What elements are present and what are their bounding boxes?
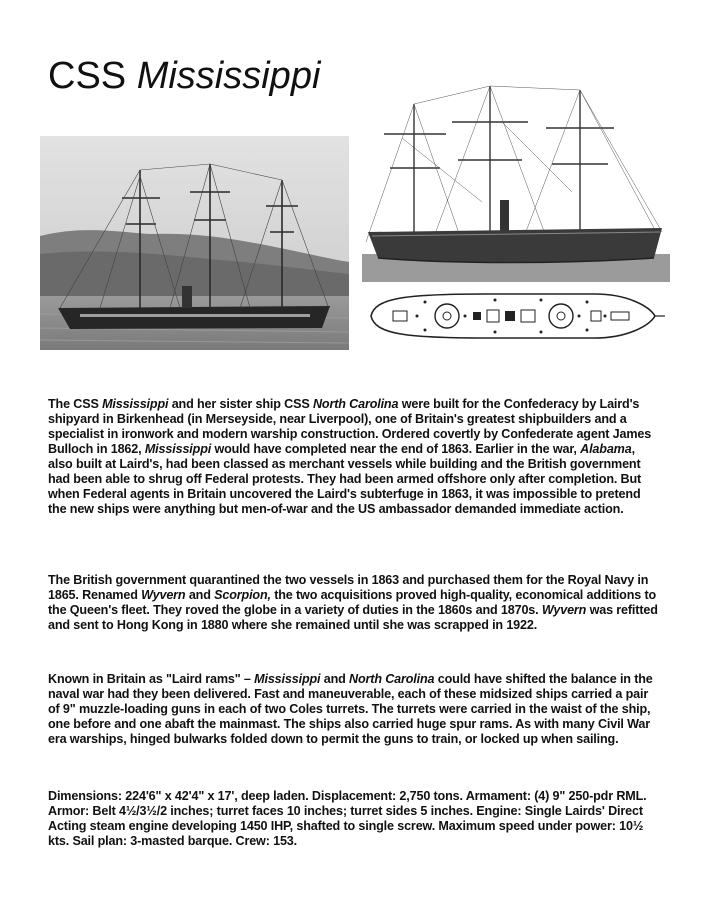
- text-run: Known in Britain as "Laird rams" –: [48, 672, 255, 686]
- text-run: The CSS: [48, 397, 103, 411]
- text-run: The British government quarantined the two vessels in 1863 and purchased them for the Royal Navy in 1865. Renamed: [48, 573, 649, 602]
- italic-text-run: Alabama: [580, 442, 632, 456]
- page-title: [48, 55, 320, 98]
- ship-photograph: [40, 136, 349, 350]
- title-prefix: CSS: [48, 55, 137, 98]
- text-run: Dimensions: 224'6" x 42'4" x 17', deep laden. Displacement: 2,750 tons. Armament: (4) 9" 250-pdr RML. Armor: Belt 4½/3½/2 inches; turret faces 10 inches; turret sides 5 inches. Engine: Single Lairds' Direct Acting steam engine developing 1450 IHP, shafted to single screw. Maximum speed under power: 10½ kts. Sail plan: 3-masted barque. Crew: 153.: [48, 789, 647, 848]
- text-run: were built for the Confederacy by Laird's shipyard in Birkenhead (in Merseyside, near Liverpool), one of Britain's greatest shipbuilders and a specialist in ironwork and modern warship construction. Ordered covertly by Confederate agent James Bulloch in 1862,: [48, 397, 652, 456]
- paragraph-royal-navy-service: [48, 573, 658, 633]
- text-run: was refitted and sent to Hong Kong in 1880 where she remained until she was scrapped in 1922.: [48, 603, 658, 632]
- italic-text-run: Mississippi: [102, 397, 169, 411]
- italic-text-run: North Carolina: [312, 397, 399, 411]
- italic-text-run: Wyvern: [141, 588, 186, 602]
- ship-deck-plan: [365, 290, 665, 342]
- text-run: , also built at Laird's, had been classed as merchant vessels while building and the British government had been able to shrug off Federal protests. They had been armed offshore only after completion. But when Federal agents in Britain uncovered the Laird's subterfuge in 1863, it was impossible to pretend the new ships were anything but men-of-war and the US ambassador demanded immediate action.: [48, 442, 642, 516]
- italic-text-run: Wyvern: [541, 603, 587, 617]
- ship-profile-drawing: [362, 82, 670, 282]
- paragraph-laird-rams: [48, 672, 658, 747]
- paragraph-specifications: [48, 789, 658, 849]
- text-run: and: [185, 588, 215, 602]
- italic-text-run: Mississippi: [254, 672, 321, 686]
- text-run: the two acquisitions proved high-quality, economical additions to the Queen's fleet. They roved the globe in a variety of duties in the 1860s and 1870s.: [48, 588, 657, 617]
- italic-text-run: Mississippi: [144, 442, 212, 456]
- italic-text-run: Scorpion,: [214, 588, 271, 602]
- text-run: would have completed near the end of 1863. Earlier in the war,: [211, 442, 581, 456]
- italic-text-run: North Carolina: [349, 672, 435, 686]
- text-run: could have shifted the balance in the naval war had they been delivered. Fast and maneuverable, each of these midsized ships carried a pair of 9" muzzle-loading guns in each of two Coles turrets. The turrets were carried in the waist of the ship, one before and one abaft the mainmast. The ships also carried huge spur rams. As with many Civil War era warships, hinged bulwarks folded down to permit the guns to train, or locked up when sailing.: [48, 672, 653, 746]
- title-ship-name: Mississippi: [136, 55, 321, 98]
- text-run: and: [320, 672, 350, 686]
- paragraph-history-construction: [48, 397, 658, 517]
- text-run: and her sister ship CSS: [168, 397, 313, 411]
